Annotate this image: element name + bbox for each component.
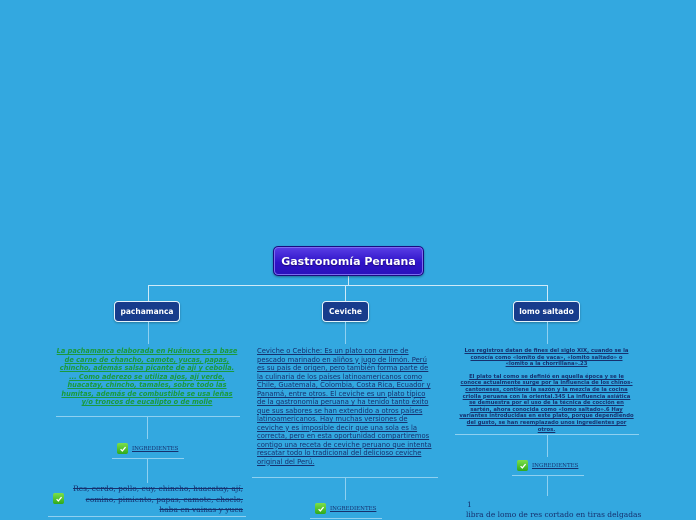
ingredients-label: INGREDIENTES	[330, 505, 377, 512]
root-label: Gastronomía Peruana	[281, 254, 416, 268]
connector	[147, 417, 148, 439]
ceviche-ingredients-link[interactable]	[315, 503, 376, 514]
connector	[345, 478, 346, 500]
lomo-description-paragraph-2: El plato tal como se definió en aquella época y se le conoce actualmente surge por la influencia de los chinos-cantoneses, contiene la sazón y la mezcla de la cocina criolla peruana con la oriental.345 La influencia asiática se demuestra por el uso de la técnica de cocción en sartén, ahora conocida como «lomo saltado».6 Hay variantes introducidas en este plato, porque dependiendo del gusto, se han reemplazado unos ingredientes por otros.	[459, 373, 634, 433]
lomo-ingredient-qty: 1	[467, 500, 472, 509]
ingredients-label: INGREDIENTES	[132, 445, 179, 452]
pachamanca-ingredients-link[interactable]	[117, 443, 178, 454]
connector	[148, 285, 149, 302]
lomo-saltado-description	[459, 348, 634, 433]
connector	[345, 322, 346, 344]
connector	[547, 435, 548, 457]
checkmark-icon	[53, 493, 64, 504]
pachamanca-ingredients-text: Res, cerdo, pollo, cuy, chincho, huacatay, ají, comino, pimiento, papas, camote, choclo, haba en vainas y yuca	[73, 484, 243, 514]
divider	[56, 416, 240, 417]
connector	[148, 322, 149, 344]
lomo-ingredient-item: libra de lomo de res cortado en tiras delgadas	[466, 510, 642, 519]
ceviche-description: Ceviche o Cebiche: Es un plato con carne de pescado marinado en aliños y jugo de limón. Perú es su país de origen, pero también forma parte de la culinaria de los países latinoamericanos como Chile, Guatemala, Colombia, Costa Rica, Ecuador y Panamá, entre otros. El ceviche es un plato típico de la gastronomía peruana y ha tenido tanto éxito que sus sabores se han extendido a otros países latinoamericanos. Hay muchas versiones de ceviche y es imposible decir que una sola es la correcta, pero en esta oportunidad compartiremos contigo una receta de ceviche peruano que intenta rescatar todo lo tradicional del delicioso ceviche original del Perú.	[257, 347, 432, 466]
topic-label: lomo saltado	[519, 307, 574, 316]
divider	[512, 475, 584, 476]
topic-ceviche[interactable]	[322, 301, 369, 322]
ingredients-label: INGREDIENTES	[532, 462, 579, 469]
checkmark-icon	[517, 460, 528, 471]
topic-lomo-saltado[interactable]	[513, 301, 580, 322]
checkmark-icon	[117, 443, 128, 454]
connector	[345, 285, 346, 302]
topic-label: Ceviche	[329, 307, 362, 316]
checkmark-icon	[315, 503, 326, 514]
lomo-description-paragraph-1: Los registros datan de fines del siglo XIX, cuando se la conocía como «lomito de vaca», «lomito saltado» o «lomito a la chorrillana».23	[464, 348, 629, 368]
pachamanca-description: La pachamanca elaborada en Huánuco es a base de carne de chancho, camote, yucas, papas, chincho, además salsa picante de ají y cebolla. ... Como aderezo se utiliza ajos, ají verde, huacatay, chincho, tamales, sobre todo las humitas, además de combustible se usa leñas y/o troncos de eucalipto o de molle	[56, 347, 238, 406]
divider	[48, 516, 246, 517]
connector	[147, 459, 148, 483]
connector	[148, 285, 548, 286]
root-node[interactable]	[273, 246, 424, 276]
divider	[310, 518, 382, 519]
connector	[547, 476, 548, 496]
lomo-ingredients-link[interactable]	[517, 460, 578, 471]
connector	[547, 285, 548, 302]
topic-label: pachamanca	[120, 307, 174, 316]
topic-pachamanca[interactable]	[114, 301, 180, 322]
divider	[112, 458, 184, 459]
connector	[547, 322, 548, 344]
